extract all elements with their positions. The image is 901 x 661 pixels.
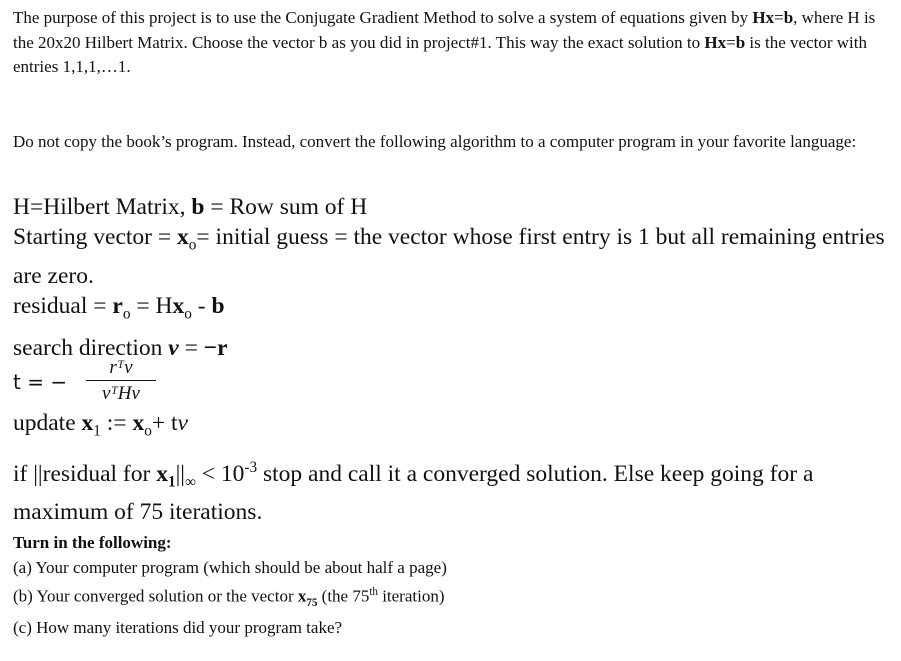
turnin-section	[13, 531, 888, 640]
algo-line6-b: ||	[175, 460, 185, 487]
turnin-b-pre: (b) Your converged solution or the vector	[13, 586, 298, 606]
turnin-b-sup: th	[369, 586, 378, 598]
algo-line2-x: x	[177, 224, 189, 250]
intro-paragraph	[13, 6, 888, 80]
algo-line-hilbert	[13, 192, 898, 222]
algo-line3-x: x	[172, 292, 185, 319]
intro-hx2: Hx	[704, 32, 727, 52]
algo-line6-exp: -3	[244, 458, 258, 476]
intro-text-1: The purpose of this project is to use the Conjugate Gradient Method to solve a system of equations given by	[13, 8, 753, 27]
algo-line5-x0: x	[132, 410, 145, 436]
step-size-formula	[13, 356, 213, 412]
intro-b: b	[783, 8, 794, 27]
algo-line5-b: :=	[100, 410, 133, 436]
algo-line6-c: < 10	[195, 460, 245, 487]
algo-line4-v: v	[168, 335, 179, 362]
algo-line3-a: residual =	[13, 292, 113, 319]
algo-line3-c: -	[191, 292, 212, 319]
algo-line2-a: Starting vector =	[13, 224, 178, 250]
step-size-label: t = −	[13, 370, 68, 394]
algo-line-stop-condition	[13, 453, 898, 528]
turnin-item-a: (a) Your computer program (which should be about half a page)	[13, 557, 447, 577]
algo-line4-b: =	[178, 335, 204, 362]
turnin-b-mid: (the 75	[317, 586, 370, 606]
algo-line5-x1: x	[81, 410, 94, 436]
algo-line5-v: v	[177, 410, 188, 436]
algo-line1-c: = Row sum of H	[204, 194, 368, 220]
step-size-fraction	[86, 356, 156, 405]
algo-line5-sub1: 1	[93, 422, 101, 440]
turnin-b-x: x	[297, 586, 307, 606]
algo-line6-a: if ||residual for	[13, 460, 157, 487]
algo-line3-b: = H	[130, 292, 173, 319]
algo-line5-sub0: o	[144, 422, 152, 440]
turnin-heading: Turn in the following:	[13, 533, 172, 552]
turnin-b-sub: 75	[306, 597, 318, 610]
turnin-item-c: (c) How many iterations did your program take?	[13, 617, 343, 637]
algo-line6-inf: ∞	[185, 473, 196, 491]
intro-b2: b	[735, 32, 746, 52]
algo-line1-a: H=Hilbert Matrix,	[13, 194, 192, 220]
turnin-item-b	[13, 580, 888, 616]
algo-line5-a: update	[13, 410, 82, 436]
intro-text-2: , where H is the 20x20 Hilbert Matrix. Choose the vector b as you did in project#1. This way the exact solution to	[13, 8, 876, 52]
algo-line6-sub: 1	[167, 473, 176, 491]
algo-line1-b: b	[191, 194, 205, 220]
algo-line3-bb: b	[211, 292, 225, 319]
fraction-numerator: rᵀv	[109, 357, 133, 378]
algo-line3-sub: o	[122, 305, 131, 323]
algo-line5-c: + t	[151, 410, 178, 436]
intro-hx: Hx	[752, 8, 775, 27]
algorithm-block	[13, 192, 898, 363]
algo-line-starting-vector	[13, 222, 898, 291]
intro-text-3: is the vector with entries 1,1,1,…1.	[13, 32, 867, 76]
algo-line-update	[13, 408, 898, 447]
algo-line2-sub: o	[188, 236, 197, 254]
intro-eq2: =	[726, 32, 736, 52]
algo-line4-r: −r	[203, 335, 228, 362]
algo-line-residual	[13, 291, 898, 330]
fraction-denominator: vᵀHv	[102, 383, 140, 404]
algo-line3-r: r	[112, 292, 123, 319]
intro-eq: =	[774, 8, 784, 27]
algo-line2-b: = initial guess = the vector whose first entry is 1 but all remaining entries are zero.	[13, 224, 885, 289]
algo-line3-sub2: o	[184, 305, 192, 323]
update-block	[13, 408, 898, 527]
turnin-b-post: iteration)	[377, 586, 445, 606]
instructions-paragraph: Do not copy the book’s program. Instead, convert the following algorithm to a computer program in your favorite language:	[13, 132, 857, 151]
algo-line6-d: stop and call it a converged solution. Else keep going for a maximum of 75 iterations.	[13, 460, 814, 526]
algo-line6-x: x	[156, 460, 168, 487]
algo-line4-a: search direction	[13, 335, 169, 362]
